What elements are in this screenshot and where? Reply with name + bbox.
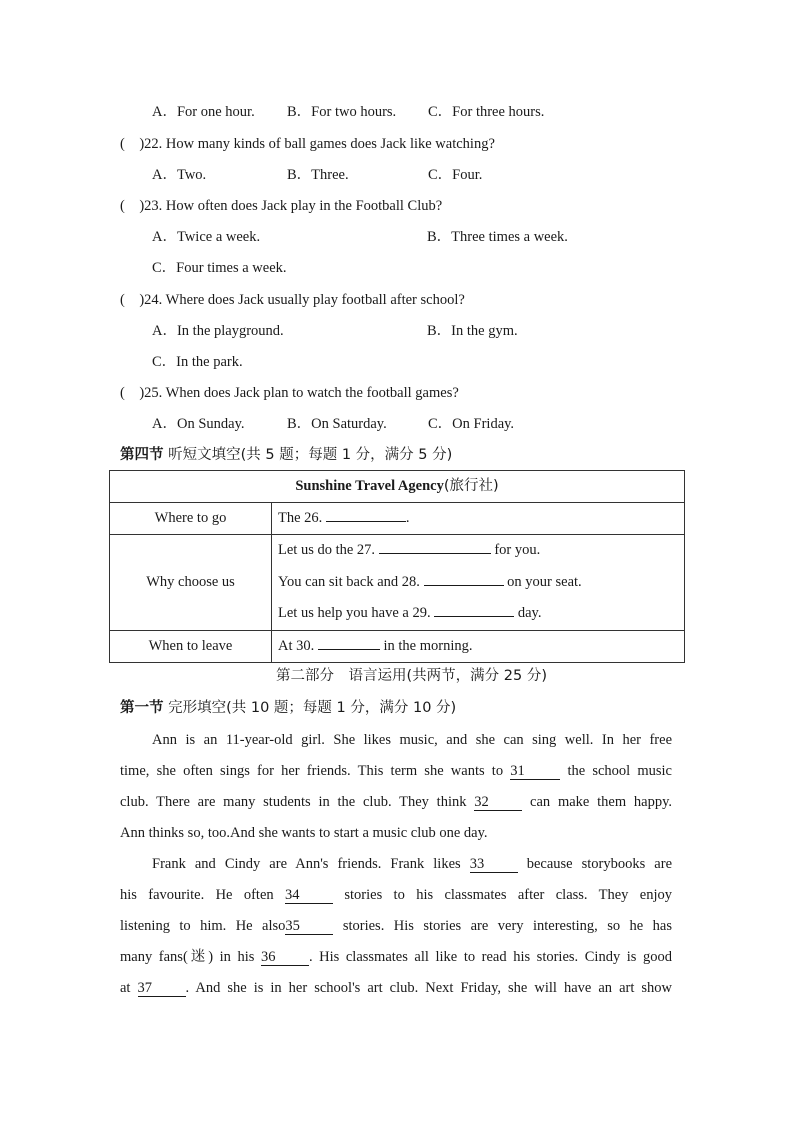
blank-29[interactable] xyxy=(434,616,514,617)
cloze-passage xyxy=(120,725,672,1004)
blank-31[interactable]: 31 xyxy=(510,763,560,780)
row-value-when xyxy=(272,630,685,662)
row-label-where: Where to go xyxy=(110,503,272,535)
q24-option-a: A．In the playground. xyxy=(152,323,284,339)
q25-stem: ( )25. When does Jack plan to watch the football games? xyxy=(120,385,459,401)
passage-line: time, she often sings for her friends. This term she wants to 31 the school music xyxy=(120,763,672,779)
row-label-when: When to leave xyxy=(110,630,272,662)
why-line-3 xyxy=(278,598,678,630)
line-pre: Let us help you have a 29. xyxy=(278,605,435,621)
row-label-why: Why choose us xyxy=(110,535,272,631)
row-value-why xyxy=(272,535,685,631)
line-pre: Let us do the 27. xyxy=(278,542,379,558)
passage-line: his favourite. He often 34 stories to his classmates after class. They enjoy xyxy=(120,887,672,903)
q25-option-b: B．On Saturday. xyxy=(287,416,387,432)
blank-35[interactable]: 35 xyxy=(285,918,333,935)
q23-option-a: A．Twice a week. xyxy=(152,229,261,245)
q24-option-b: B．In the gym. xyxy=(427,323,518,339)
line-post: in the morning. xyxy=(379,637,473,654)
row-value-where xyxy=(272,503,685,535)
section1-heading xyxy=(120,699,456,717)
blank-37[interactable]: 37 xyxy=(138,980,186,997)
why-line-2 xyxy=(278,567,678,599)
q23-stem: ( )23. How often does Jack play in the Football Club? xyxy=(120,198,443,214)
q24-stem: ( )24. Where does Jack usually play football after school? xyxy=(120,292,465,308)
q23-option-c: C．Four times a week. xyxy=(152,260,287,276)
blank-32[interactable]: 32 xyxy=(474,794,522,811)
table-header-row xyxy=(110,471,685,503)
q22-stem: ( )22. How many kinds of ball games does Jack like watching? xyxy=(120,136,495,152)
blank-33[interactable]: 33 xyxy=(470,856,518,873)
q22-option-a: A．Two. xyxy=(152,167,207,183)
q22-option-c: C．Four. xyxy=(428,167,483,183)
blank-26[interactable] xyxy=(326,521,406,522)
table-row xyxy=(110,503,685,535)
q24-option-c: C．In the park. xyxy=(152,354,243,370)
why-line-1 xyxy=(278,535,678,567)
section4-subtitle: 听短文填空(共 5 题；每题 1 分，满分 5 分) xyxy=(168,447,453,463)
passage-line: many fans(迷) in his 36 . His classmates all like to read his stories. Cindy is good xyxy=(120,949,673,965)
passage-line: Frank and Cindy are Ann's friends. Frank likes 33 because storybooks are xyxy=(152,856,673,872)
passage-line: Ann thinks so, too.And she wants to start a music club one day. xyxy=(120,825,488,841)
part2-heading: 第二部分 语言运用(共两节，满分 25 分) xyxy=(276,668,547,684)
passage-line: at 37 . And she is in her school's art club. Next Friday, she will have an art show xyxy=(120,980,672,996)
line-pre: You can sit back and 28. xyxy=(278,573,424,590)
section1-title: 第一节 xyxy=(120,700,164,716)
section4-title: 第四节 xyxy=(120,447,164,463)
table-header-cell xyxy=(110,471,685,503)
table-header-en: Sunshine Travel Agency xyxy=(295,478,444,494)
passage-line: listening to him. He also35 stories. His stories are very interesting, so he has xyxy=(120,918,672,934)
section1-subtitle: 完形填空(共 10 题；每题 1 分，满分 10 分) xyxy=(168,700,457,716)
line-post: for you. xyxy=(490,542,541,558)
blank-30[interactable] xyxy=(318,649,380,650)
blank-28[interactable] xyxy=(424,585,504,586)
table-row xyxy=(110,630,685,662)
table-header-cn: (旅行社) xyxy=(443,478,499,494)
q25-option-a: A．On Sunday. xyxy=(152,416,245,432)
blank-36[interactable]: 36 xyxy=(261,949,309,966)
blank-27[interactable] xyxy=(379,553,491,554)
table-row xyxy=(110,535,685,631)
line-post: . xyxy=(405,510,410,526)
section4-heading xyxy=(120,446,452,464)
q21-option-c: C．For three hours. xyxy=(428,104,545,120)
q21-option-b: B．For two hours. xyxy=(287,104,397,120)
blank-34[interactable]: 34 xyxy=(285,887,333,904)
line-pre: At 30. xyxy=(278,637,318,654)
line-pre: The 26. xyxy=(278,510,326,526)
travel-agency-table xyxy=(109,470,685,663)
passage-line: Ann is an 11-year-old girl. She likes music, and she can sing well. In her free xyxy=(152,732,672,748)
q21-option-a: A．For one hour. xyxy=(152,104,255,120)
q23-option-b: B．Three times a week. xyxy=(427,229,568,245)
line-post: day. xyxy=(514,605,542,621)
line-post: on your seat. xyxy=(503,573,582,590)
passage-line: club. There are many students in the club. They think 32 can make them happy. xyxy=(120,794,673,810)
q22-option-b: B．Three. xyxy=(287,167,349,183)
q25-option-c: C．On Friday. xyxy=(428,416,515,432)
